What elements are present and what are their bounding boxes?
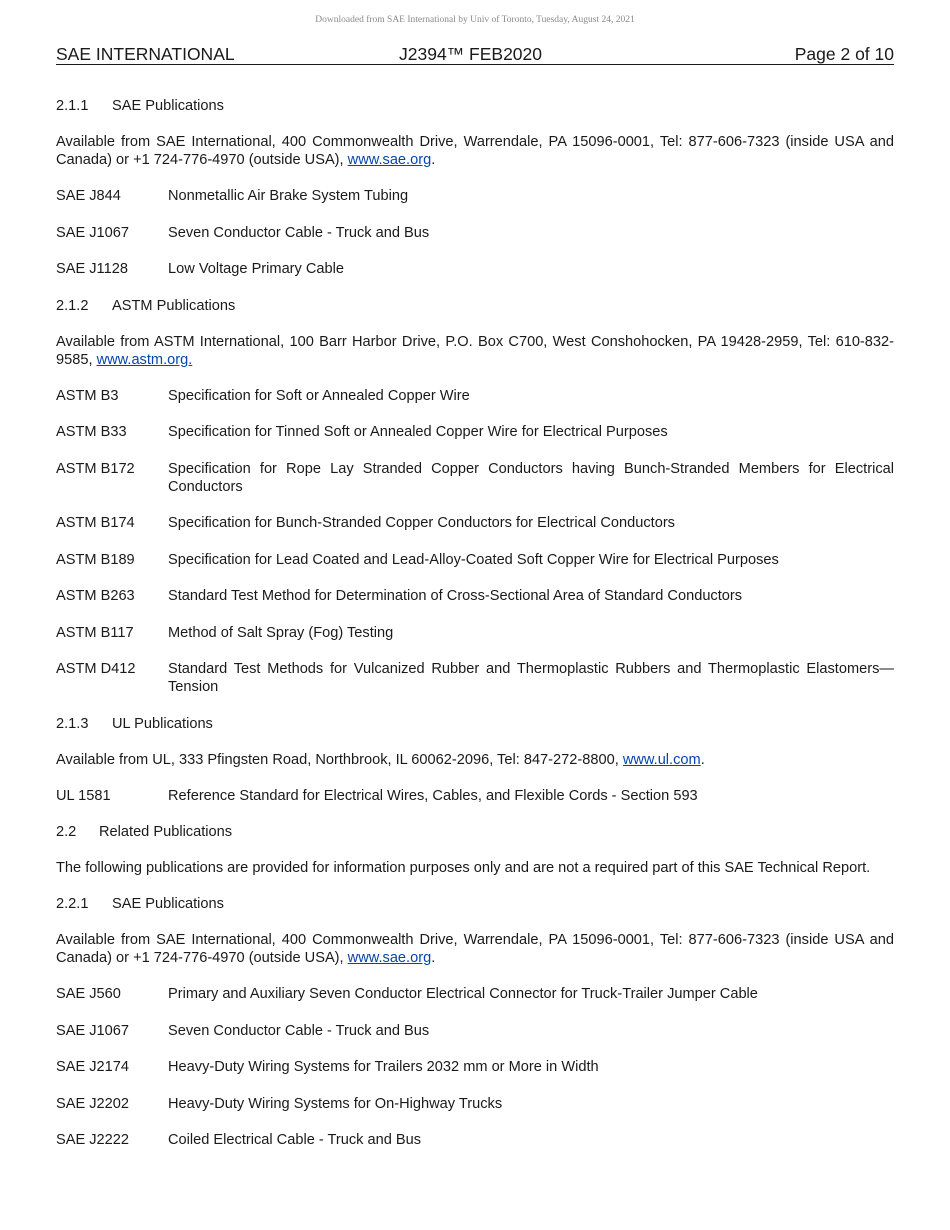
section-number: 2.2	[56, 824, 77, 840]
reference-title: Heavy-Duty Wiring Systems for On-Highway Trucks	[168, 1095, 503, 1112]
reference-title: Nonmetallic Air Brake System Tubing	[168, 188, 409, 204]
reference-code: ASTM B3	[56, 387, 119, 404]
reference-title: Heavy-Duty Wiring Systems for Trailers 2032 mm or More in Width	[168, 1059, 599, 1075]
header-doc-id: J2394™ FEB2020	[399, 44, 543, 64]
reference-row	[56, 1131, 894, 1149]
reference-title: Specification for Rope Lay Stranded Copper Conductors having Bunch-Stranded Members for Electrical Conductors	[168, 460, 894, 495]
section-2-2-heading	[56, 823, 894, 841]
section-title: Related Publications	[99, 824, 233, 840]
reference-title: Standard Test Methods for Vulcanized Rubber and Thermoplastic Rubbers and Thermoplastic Elastomers—Tension	[168, 661, 894, 695]
reference-code: ASTM B263	[56, 588, 135, 604]
reference-title: Primary and Auxiliary Seven Conductor Electrical Connector for Truck-Trailer Jumper Cable	[168, 986, 758, 1002]
reference-code: SAE J2222	[56, 1132, 130, 1148]
reference-code: ASTM B174	[56, 515, 135, 531]
document-body	[56, 97, 894, 1168]
reference-row	[56, 1095, 894, 1113]
page-header	[56, 44, 894, 65]
section-2-1-3-heading	[56, 715, 894, 733]
reference-row	[56, 587, 894, 605]
reference-row	[56, 1022, 894, 1040]
astm-website-link[interactable]: www.astm.org.	[96, 351, 193, 368]
section-2-1-1-heading	[56, 97, 894, 115]
reference-row	[56, 1058, 894, 1076]
reference-title: Specification for Bunch-Stranded Copper Conductors for Electrical Conductors	[168, 515, 675, 531]
section-title: SAE Publications	[112, 98, 224, 114]
related-publications-paragraph: The following publications are provided for information purposes only and are not a required part of this SAE Technical Report.	[56, 860, 871, 876]
reference-code: SAE J1128	[56, 261, 128, 277]
section-number: 2.2.1	[56, 896, 89, 912]
section-number: 2.1.2	[56, 297, 89, 314]
trailing-period: .	[700, 751, 705, 768]
reference-title: Specification for Lead Coated and Lead-Alloy-Coated Soft Copper Wire for Electrical Purposes	[168, 551, 779, 568]
reference-row	[56, 551, 894, 569]
reference-row	[56, 787, 894, 805]
sae-website-link[interactable]: www.sae.org	[347, 152, 432, 168]
reference-row	[56, 187, 894, 205]
reference-title: Method of Salt Spray (Fog) Testing	[168, 624, 394, 641]
sae-availability-paragraph	[56, 133, 894, 169]
reference-title: Coiled Electrical Cable - Truck and Bus	[168, 1132, 422, 1148]
reference-code: UL 1581	[56, 787, 111, 804]
section-number: 2.1.3	[56, 715, 89, 732]
reference-title: Seven Conductor Cable - Truck and Bus	[168, 224, 430, 241]
trailing-period: .	[431, 950, 436, 966]
header-page-number: Page 2 of 10	[794, 44, 894, 64]
section-number: 2.1.1	[56, 98, 89, 114]
reference-code: ASTM D412	[56, 661, 136, 677]
ul-availability-paragraph	[56, 751, 894, 769]
reference-row	[56, 423, 894, 441]
reference-row	[56, 985, 894, 1003]
reference-row	[56, 460, 894, 496]
astm-availability-paragraph	[56, 333, 894, 369]
reference-row	[56, 387, 894, 405]
reference-code: SAE J2202	[56, 1095, 130, 1112]
reference-code: ASTM B172	[56, 460, 135, 477]
section-title: SAE Publications	[112, 896, 224, 912]
reference-title: Seven Conductor Cable - Truck and Bus	[168, 1022, 430, 1039]
reference-code: ASTM B189	[56, 551, 135, 568]
availability-text: Available from SAE International, 400 Commonwealth Drive, Warrendale, PA 15096-0001, Tel: 877-606-7323 (inside USA and Canada) or +1 724-776-4970 (outside USA),	[56, 134, 894, 168]
reference-row	[56, 260, 894, 278]
sae-website-link[interactable]: www.sae.org	[347, 950, 432, 966]
sae-related-availability-paragraph	[56, 931, 894, 967]
trailing-period: .	[431, 152, 436, 168]
header-org: SAE INTERNATIONAL	[56, 44, 235, 64]
download-watermark: Downloaded from SAE International by Univ of Toronto, Tuesday, August 24, 2021	[315, 15, 635, 25]
reference-code: SAE J1067	[56, 1022, 130, 1039]
ul-website-link[interactable]: www.ul.com	[622, 751, 701, 768]
availability-text: Available from UL, 333 Pfingsten Road, Northbrook, IL 60062-2096, Tel: 847-272-8800,	[56, 751, 623, 768]
section-title: UL Publications	[112, 715, 213, 732]
reference-title: Reference Standard for Electrical Wires, Cables, and Flexible Cords - Section 593	[168, 787, 698, 804]
reference-code: SAE J560	[56, 986, 121, 1002]
reference-title: Specification for Tinned Soft or Annealed Copper Wire for Electrical Purposes	[168, 424, 668, 440]
reference-code: ASTM B117	[56, 624, 134, 641]
reference-code: SAE J2174	[56, 1059, 130, 1075]
section-2-2-1-heading	[56, 895, 894, 913]
availability-text: Available from ASTM International, 100 Barr Harbor Drive, P.O. Box C700, West Conshohocken, PA 19428-2959, Tel: 610-832-9585,	[56, 333, 894, 368]
reference-code: SAE J844	[56, 188, 121, 204]
section-2-1-2-heading	[56, 297, 894, 315]
reference-row	[56, 514, 894, 532]
reference-title: Low Voltage Primary Cable	[168, 261, 345, 277]
reference-title: Standard Test Method for Determination of Cross-Sectional Area of Standard Conductors	[168, 588, 743, 604]
availability-text: Available from SAE International, 400 Commonwealth Drive, Warrendale, PA 15096-0001, Tel: 877-606-7323 (inside USA and Canada) or +1 724-776-4970 (outside USA),	[56, 932, 894, 966]
reference-row	[56, 224, 894, 242]
reference-row	[56, 660, 894, 696]
reference-code: ASTM B33	[56, 424, 127, 440]
reference-title: Specification for Soft or Annealed Copper Wire	[168, 387, 470, 404]
section-title: ASTM Publications	[112, 297, 236, 314]
reference-code: SAE J1067	[56, 224, 130, 241]
reference-row	[56, 624, 894, 642]
